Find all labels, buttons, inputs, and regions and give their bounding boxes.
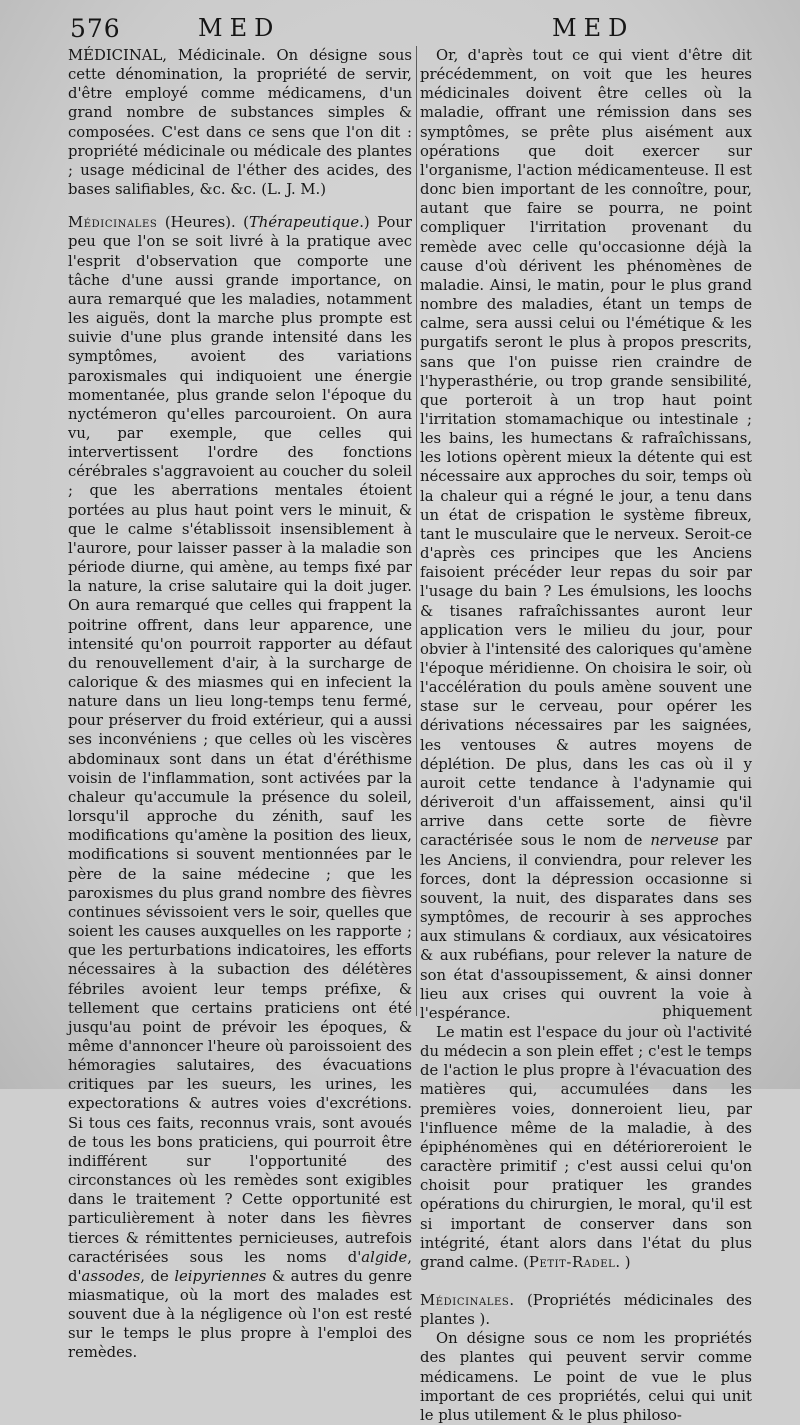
- italic-term: nerveuse: [650, 832, 719, 850]
- italic-term: algide: [361, 1248, 408, 1266]
- paragraph-text: Or, d'après tout ce qui vient d'être dit précédemment, on voit que les heures médicinales doivent être celles où la maladie, offrant une rémission dans ses symptômes, se prête plus aisément aux opérations que doit exercer sur l'organisme, l'action médicamenteuse. Il est donc bien important de les connoître, pour, autant que faire se pourra, ne point compliquer l'irritation provenant du remède avec celle qu'occasionne déjà la cause d'où dérivent les phénomènes de maladie. Ainsi, le matin, pour le plus grand nombre des maladies, étant un temps de calme, sera aussi celui ou l'émétique & les purgatifs seront le plus à propos prescrits, sans que l'on puisse rien craindre de l'hyperasthérie, ou trop grande sensibilité, que porteroit à un trop haut point l'irritation stomamachique ou intestinale ; les bains, les humectans & rafraîchissans, les lotions opèrent mieux la détente qui est nécessaire aux approches du soir, temps où la chaleur qui a régné le jour, a tenu dans un état de crispation le système fibreux, tant le musculaire que le nerveux. Seroit-ce d'après ces principes que les Anciens faisoient précéder leur repas du soir par l'usage du bain ? Les émulsions, les loochs & tisanes rafraîchissantes auront leur application vers le milieu du jour, pour obvier à l'intensité des caloriques qu'amène l'époque méridienne. On choisira le soir, où l'accélération du pouls amène souvent une stase sur le cerveau, pour opérer les dérivations nécessaires par les saignées, les ventouses & autres moyens de déplétion. De plus, dans les cas où il y auroit cette tendance à l'adynamie qui dériveroit d'un affaissement, ainsi qu'il arrive dans cette sorte de fièvre caractérisée sous le nom de: [420, 47, 752, 850]
- paragraph: [420, 1023, 752, 1272]
- italic-term: assodes: [81, 1267, 141, 1285]
- paragraph: [420, 46, 752, 1023]
- entry-body: , de: [140, 1267, 175, 1285]
- entry-domain: Thérapeutique: [248, 214, 360, 232]
- entry-headword: Médicinales: [420, 1292, 510, 1309]
- paragraph-text: . ): [615, 1253, 631, 1271]
- entry-body: Pour peu que l'on se soit livré à la pratique avec l'esprit d'observation que comporte une tâche d'une aussi grande importance, on aura remarqué que les maladies, notamment les aiguës, dont la marche plus prompte est suivie d'une plus grande intensité dans les symptômes, avoient des variations paroxismales qui indiquoient une énergie momentanée, plus grande selon l'époque du nyctémeron qu'elles parcouroient. On aura vu, par exemple, que celles qui intervertissent l'ordre des fonctions cérébrales s'aggravoient au coucher du soleil ; que les aberrations mentales étoient portées au plus haut point vers le minuit, & que le calme s'établissoit insensiblement à l'aurore, pour laisser passer à la maladie son période diurne, qui amène, au temps fixé par la nature, la crise salutaire qui la doit juger. On aura remarqué que celles qui frappent la poitrine offrent, dans leur apparence, une intensité qu'on pourroit rapporter au défaut du renouvellement d'air, à la surcharge de calorique & des miasmes qui en infecient la nature dans un lieu long-temps tenu fermé, pour préserver du froid extérieur, qui a aussi ses inconvéniens ; que celles où les viscères abdominaux sont dans un état d'éréthisme voisin de l'inflammation, sont activées par la chaleur qu'accumule la présence du soleil, lorsqu'il approche du zénith, sauf les modifications qu'amène la position des lieux, modifications si souvent mentionnées par le père de la saine médecine ; que les paroxismes du plus grand nombre des fièvres continues sévissoient vers le soir, quelles que soient les causes auxquelles on les rapporte ; que les perturbations indicatoires, les efforts nécessaires à la subaction des délétères fébriles avoient leur temps préfixe, & tellement que certains praticiens ont été jusqu'au point de prévoir les époques, & même d'annoncer l'heure où paroissoient des hémoragies salutaires, des évacuations critiques par les sueurs, les urines, les expectorations & autres voies d'excrétions. Si tous ces faits, reconnus vrais, sont avoués de tous les bons praticiens, qui pourroit être indifférent sur l'opportunité des circonstances où les remèdes sont exigibles dans le traitement ? Cette opportunité est particulièrement à noter dans les fièvres tierces & rémittentes pernicieuses, autrefois caractérisées sous les noms d': [68, 214, 412, 1266]
- right-column: [420, 46, 752, 1425]
- entry-body: , d': [68, 1248, 412, 1285]
- running-head-right: MED: [552, 14, 635, 42]
- entry-heures-medicinales: [68, 213, 412, 1362]
- entry-subtitle: (Heures). (: [157, 214, 249, 232]
- running-head-left: MED: [198, 14, 281, 42]
- entry-body: , Médicinale. On désigne sous cette dénomination, la propriété de servir, d'être employé comme médicamens, d'un grand nombre de substances simples & composées. C'est dans ce sens que l'on dit : propriété médicinale ou médicale des plantes ; usage médicinal de l'éther des acides, des bases salifiables, &c. &c. (L. J. M.): [68, 47, 412, 199]
- author-signature: Petit-Radel: [528, 1253, 616, 1271]
- paragraph-text: Le matin est l'espace du jour où l'activité du médecin a son plein effet ; c'est le temps de l'action le plus propre à l'évacuation des matières qui, accumulées dans les premières voies, donneroient lieu, par l'influence même de la maladie, à des épiphénomènes qui en détérioreroient le caractère primitif ; c'est aussi celui qu'on choisit pour pratiquer les grandes opérations du chirurgien, le moral, qu'il est si important de conserver dans son intégrité, étant alors dans l'état du plus grand calme. (: [420, 1023, 752, 1271]
- entry-body: & autres du genre miasmatique, où la mort des malades est souvent due à la négligence où l'on est resté sur le temps le plus propre à l'emploi des remèdes.: [68, 1267, 412, 1362]
- entry-subtitle: . (Propriétés médicinales des plantes ).: [420, 1292, 752, 1329]
- paragraph-text: par les Anciens, il conviendra, pour relever les forces, dont la dépression occasionne si souvent, la nuit, des disparates dans ses symptômes, de recourir à ses approches aux stimulans & cordiaux, aux vésicatoires & aux rubéfians, pour relever la nature de son état d'assoupissement, & ainsi donner lieu aux crises qui ouvrent la voie à l'espérance.: [420, 832, 752, 1022]
- italic-term: leipyriennes: [174, 1267, 267, 1285]
- left-column: [68, 46, 412, 1363]
- paragraph: [420, 1329, 752, 1425]
- paragraph-text: On désigne sous ce nom les propriétés des plantes qui peuvent servir comme médicamens. Le point de vue le plus important de ces propriétés, celui qui unit le plus utilement & le plus philoso-: [420, 1330, 752, 1424]
- entry-headword: Médicinales: [68, 214, 158, 232]
- catchword: phiquement: [662, 1003, 752, 1020]
- entry-proprietes-medicinales: [420, 1291, 752, 1329]
- page-number: 576: [70, 14, 121, 43]
- entry-headword: MÉDICINAL: [68, 47, 163, 64]
- entry-domain-close: .): [359, 214, 370, 232]
- entry-medicinal: [68, 46, 412, 199]
- column-divider: [416, 46, 417, 1016]
